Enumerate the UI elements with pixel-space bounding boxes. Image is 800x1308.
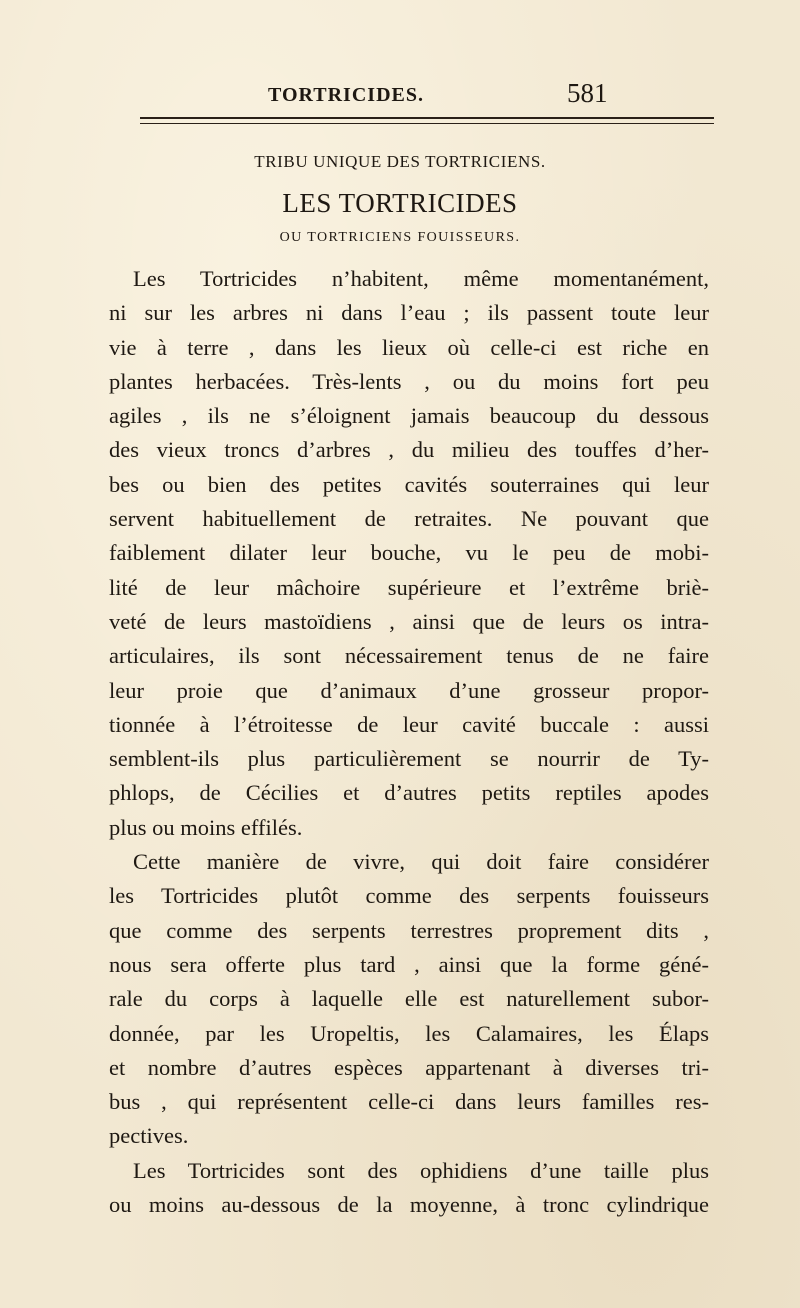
text-line: ou moins au-dessous de la moyenne, à tronc cylindrique — [109, 1192, 709, 1218]
text-line: des vieux troncs d’arbres , du milieu des touffes d’her- — [109, 437, 709, 463]
text-line: rale du corps à laquelle elle est naturellement subor- — [109, 986, 709, 1012]
text-line: donnée, par les Uropeltis, les Calamaires, les Élaps — [109, 1020, 709, 1046]
section-subtitle: OU TORTRICIENS FOUISSEURS. — [279, 230, 521, 245]
text-line: articulaires, ils sont nécessairement tenus de ne faire — [109, 643, 709, 669]
text-line: phlops, de Cécilies et d’autres petits reptiles apodes — [109, 780, 709, 806]
text-line: lité de leur mâchoire supérieure et l’extrême briè- — [109, 574, 709, 600]
text-line: pectives. — [109, 1123, 189, 1149]
text-line: plus ou moins effilés. — [109, 814, 303, 840]
text-line: leur proie que d’animaux d’une grosseur propor- — [109, 677, 709, 703]
text-line: servent habituellement de retraites. Ne pouvant que — [109, 506, 709, 532]
body-text — [109, 262, 709, 1222]
text-line: vie à terre , dans les lieux où celle-ci est riche en — [109, 334, 709, 360]
text-line: et nombre d’autres espèces appartenant à diverses tri- — [109, 1054, 709, 1080]
section-title: LES TORTRICIDES — [282, 188, 518, 218]
text-line: plantes herbacées. Très-lents , ou du moins fort peu — [109, 368, 709, 394]
tribe-heading: TRIBU UNIQUE DES TORTRICIENS. — [254, 152, 546, 171]
text-line: les Tortricides plutôt comme des serpents fouisseurs — [109, 883, 709, 909]
text-line: faiblement dilater leur bouche, vu le peu de mobi- — [109, 540, 709, 566]
text-line: tionnée à l’étroitesse de leur cavité buccale : aussi — [109, 711, 709, 737]
running-head: TORTRICIDES. — [268, 84, 424, 106]
text-line: Cette manière de vivre, qui doit faire considérer — [133, 849, 709, 875]
text-line: Les Tortricides n’habitent, même momentanément, — [133, 266, 709, 291]
text-line: semblent-ils plus particulièrement se nourrir de Ty- — [109, 746, 709, 772]
text-line: bes ou bien des petites cavités souterraines qui leur — [109, 471, 709, 497]
text-line: bus , qui représentent celle-ci dans leurs familles res- — [109, 1089, 709, 1115]
page-number: 581 — [567, 78, 608, 108]
text-line: Les Tortricides sont des ophidiens d’une taille plus — [133, 1157, 709, 1183]
text-line: agiles , ils ne s’éloignent jamais beaucoup du dessous — [109, 403, 709, 429]
header-rule — [140, 117, 714, 124]
text-line: nous sera offerte plus tard , ainsi que la forme géné- — [109, 951, 709, 977]
text-line: veté de leurs mastoïdiens , ainsi que de leurs os intra- — [109, 608, 709, 634]
text-line: que comme des serpents terrestres proprement dits , — [109, 917, 709, 943]
text-line: ni sur les arbres ni dans l’eau ; ils passent toute leur — [109, 300, 709, 326]
